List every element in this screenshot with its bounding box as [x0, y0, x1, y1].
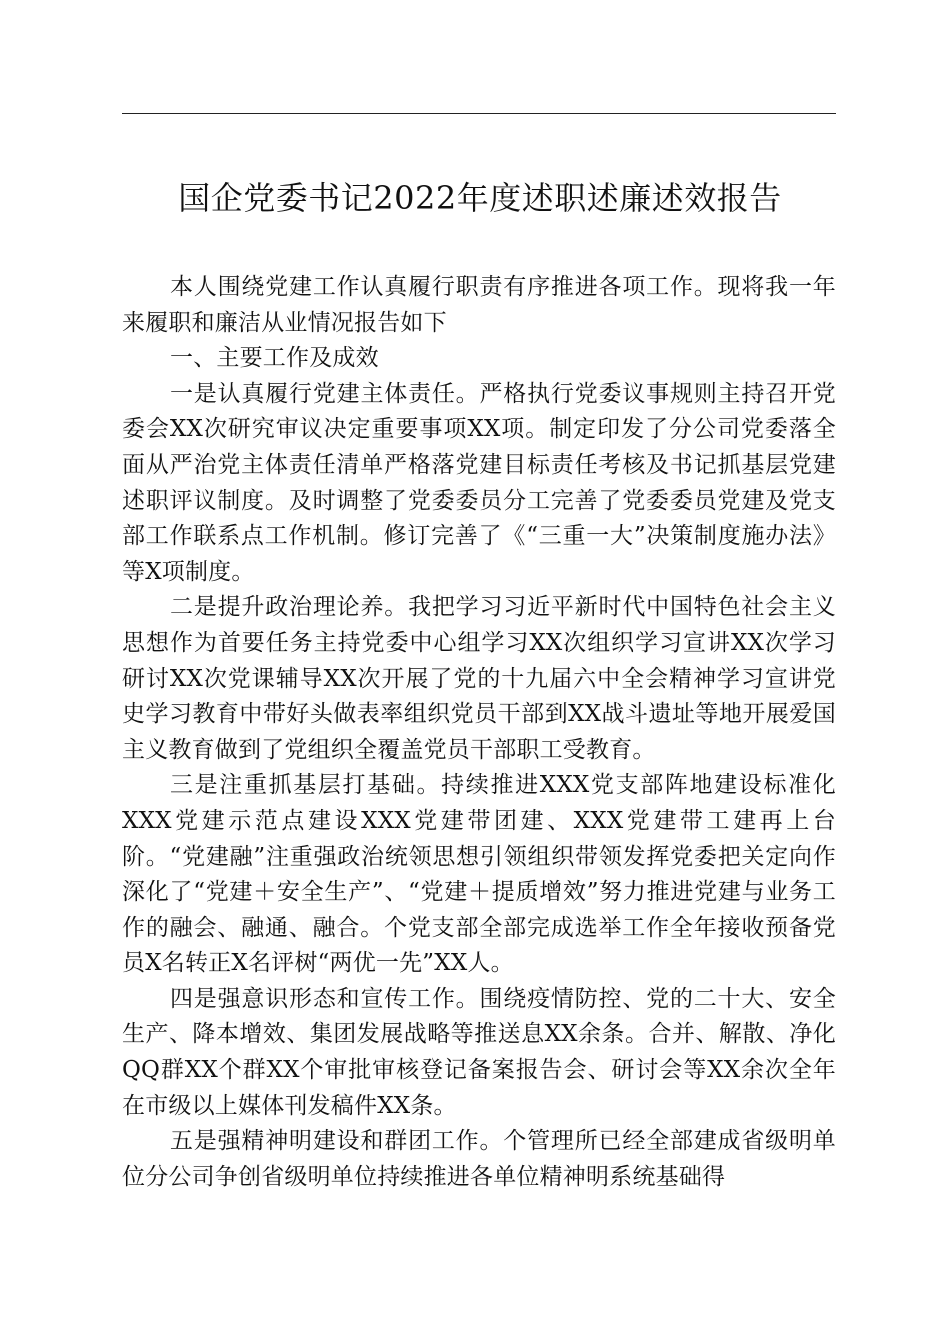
- intro-paragraph: 本人围绕党建工作认真履行职责有序推进各项工作。现将我一年来履职和廉洁从业情况报告如下: [122, 274, 836, 336]
- body-paragraph: 四是强意识形态和宣传工作。围绕疫情防控、党的二十大、安全生产、降本增效、集团发展战略等推送息XX余条。合并、解散、净化QQ群XX个群XX个审批审核登记备案报告会、研讨会等XX余次全年在市级以上媒体刊发稿件XX条。: [122, 985, 836, 1119]
- section-heading: 一、主要工作及成效: [170, 345, 379, 372]
- body-paragraph: 五是强精神明建设和群团工作。个管理所已经全部建成省级明单位分公司争创省级明单位持续推进各单位精神明系统基础得: [122, 1128, 836, 1190]
- body-paragraph: 一是认真履行党建主体责任。严格执行党委议事规则主持召开党委会XX次研究审议决定重要事项XX项。制定印发了分公司党委落全面从严治党主体责任清单严格落党建目标责任考核及书记抓基层党建述职评议制度。及时调整了党委委员分工完善了党委委员党建及党支部工作联系点工作机制。修订完善了《“三重一大”决策制度施办法》等X项制度。: [122, 380, 836, 585]
- body-paragraph: 二是提升政治理论养。我把学习习近平新时代中国特色社会主义思想作为首要任务主持党委中心组学习XX次组织学习宣讲XX次学习研讨XX次党课辅导XX次开展了党的十九届六中全会精神学习宣讲党史学习教育中带好头做表率组织党员干部到XX战斗遗址等地开展爱国主义教育做到了党组织全覆盖党员干部职工受教育。: [122, 594, 836, 763]
- header-rule: [122, 113, 836, 114]
- body-paragraph: 三是注重抓基层打基础。持续推进XXX党支部阵地建设标准化XXX党建示范点建设XXX党建带团建、XXX党建带工建再上台阶。“党建融”注重强政治统领思想引领组织带领发挥党委把关定向作深化了“党建＋安全生产”、“党建＋提质增效”努力推进党建与业务工作的融会、融通、融合。个党支部全部完成选举工作全年接收预备党员X名转正X名评树“两优一先”XX人。: [122, 772, 836, 977]
- document-title: 国企党委书记2022年度述职述廉述效报告: [178, 179, 782, 217]
- document-body: [122, 270, 836, 1195]
